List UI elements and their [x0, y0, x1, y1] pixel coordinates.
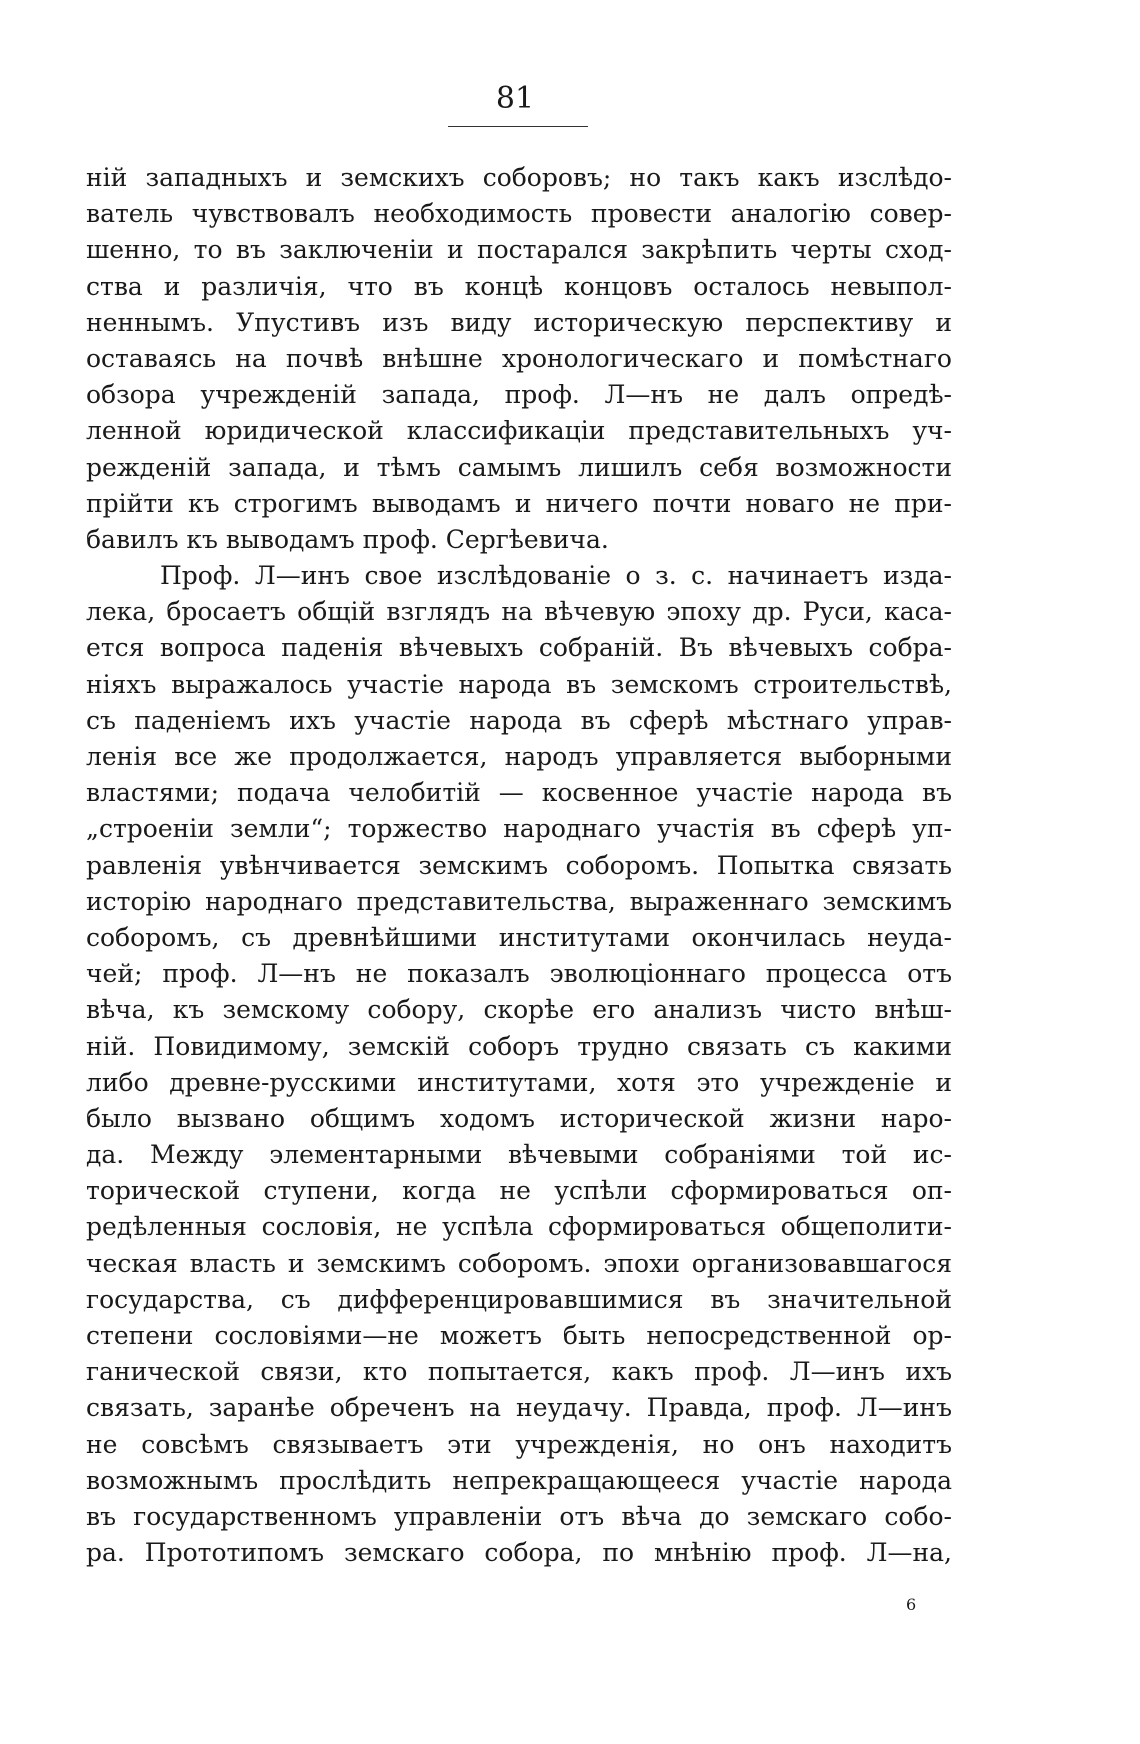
text-line: степени сословіями—не можетъ быть непосредственной ор- — [86, 1321, 952, 1350]
text-line: властями; подача челобитій — косвенное участіе народа въ — [86, 778, 952, 808]
text-line: съ паденіемъ ихъ участіе народа въ сферѣ мѣстнаго управ- — [86, 705, 952, 735]
text-line: исторію народнаго представительства, выраженнаго земскимъ — [86, 886, 952, 916]
header-rule — [448, 126, 588, 127]
text-line: возможнымъ прослѣдить непрекращающееся участіе народа — [86, 1465, 952, 1495]
text-line: Проф. Л—инъ свое изслѣдованіе о з. с. начинаетъ изда- — [160, 561, 952, 591]
text-line: редѣленныя сословія, не успѣла сформироваться общеполити- — [86, 1212, 952, 1242]
text-line: чей; проф. Л—нъ не показалъ эволюціоннаго процесса отъ — [86, 959, 952, 989]
text-line: государства, съ дифференцировавшимися въ значительной — [86, 1284, 952, 1314]
text-line: ніяхъ выражалось участіе народа въ земскомъ строительствѣ, — [86, 669, 952, 699]
text-line: вѣча, къ земскому собору, скорѣе его анализъ чисто внѣш- — [86, 995, 952, 1025]
body-text — [86, 160, 952, 1571]
text-line: связать, заранѣе обреченъ на неудачу. Правда, проф. Л—инъ — [86, 1393, 952, 1423]
text-line: торической ступени, когда не успѣли сформироваться оп- — [86, 1176, 952, 1206]
text-line: ства и различія, что въ концѣ концовъ осталось невыпол- — [86, 271, 952, 301]
text-line: режденій запада, и тѣмъ самымъ лишилъ себя возможности — [86, 452, 952, 482]
text-line: ленной юридической классификаціи представительныхъ уч- — [86, 416, 952, 446]
text-line: шенно, то въ заключеніи и постарался закрѣпить черты сход- — [86, 235, 952, 265]
text-line: прійти къ строгимъ выводамъ и ничего почти новаго не при- — [86, 488, 952, 518]
text-line: да. Между элементарными вѣчевыми собраніями той ис- — [86, 1140, 952, 1170]
text-line: въ государственномъ управленіи отъ вѣча до земскаго собо- — [86, 1501, 952, 1531]
text-line: ческая власть и земскимъ соборомъ. эпохи организовавшагося — [86, 1248, 952, 1278]
text-line: лека, бросаетъ общій взглядъ на вѣчевую эпоху др. Руси, каса- — [86, 597, 952, 627]
page-number: 81 — [495, 81, 535, 116]
paragraph-1 — [86, 160, 952, 558]
text-line: ганической связи, кто попытается, какъ проф. Л—инъ ихъ — [86, 1357, 952, 1387]
text-line: равленія увѣнчивается земскимъ соборомъ. Попытка связать — [86, 850, 952, 880]
paragraph-2 — [86, 558, 952, 1571]
text-line: соборомъ, съ древнѣйшими институтами окончилась неуда- — [86, 922, 952, 952]
text-line: обзора учрежденій запада, проф. Л—нъ не далъ опредѣ- — [86, 380, 952, 410]
text-line: ній западныхъ и земскихъ соборовъ; но такъ какъ изслѣдо- — [86, 163, 952, 192]
text-line: ній. Повидимому, земскій соборъ трудно связать съ какими — [86, 1031, 952, 1061]
text-line: ра. Прототипомъ земскаго собора, по мнѣнію проф. Л—на, — [86, 1538, 952, 1568]
text-line: либо древне-русскими институтами, хотя это учрежденіе и — [86, 1067, 952, 1097]
printer-signature-mark: 6 — [906, 1595, 917, 1614]
text-line: оставаясь на почвѣ внѣшне хронологическаго и помѣстнаго — [86, 343, 952, 373]
text-line: не совсѣмъ связываетъ эти учрежденія, но онъ находитъ — [86, 1429, 952, 1459]
text-line: ватель чувствовалъ необходимость провести аналогію совер- — [86, 199, 952, 229]
text-line: бавилъ къ выводамъ проф. Сергѣевича. — [86, 524, 609, 554]
text-line: неннымъ. Упустивъ изъ виду историческую перспективу и — [86, 307, 952, 337]
text-line: ленія все же продолжается, народъ управляется выборными — [86, 742, 952, 771]
text-line: ется вопроса паденія вѣчевыхъ собраній. Въ вѣчевыхъ собра- — [86, 633, 952, 663]
text-line: было вызвано общимъ ходомъ исторической жизни наро- — [86, 1103, 952, 1133]
text-line: „строеніи земли“; торжество народнаго участія въ сферѣ уп- — [86, 814, 952, 844]
